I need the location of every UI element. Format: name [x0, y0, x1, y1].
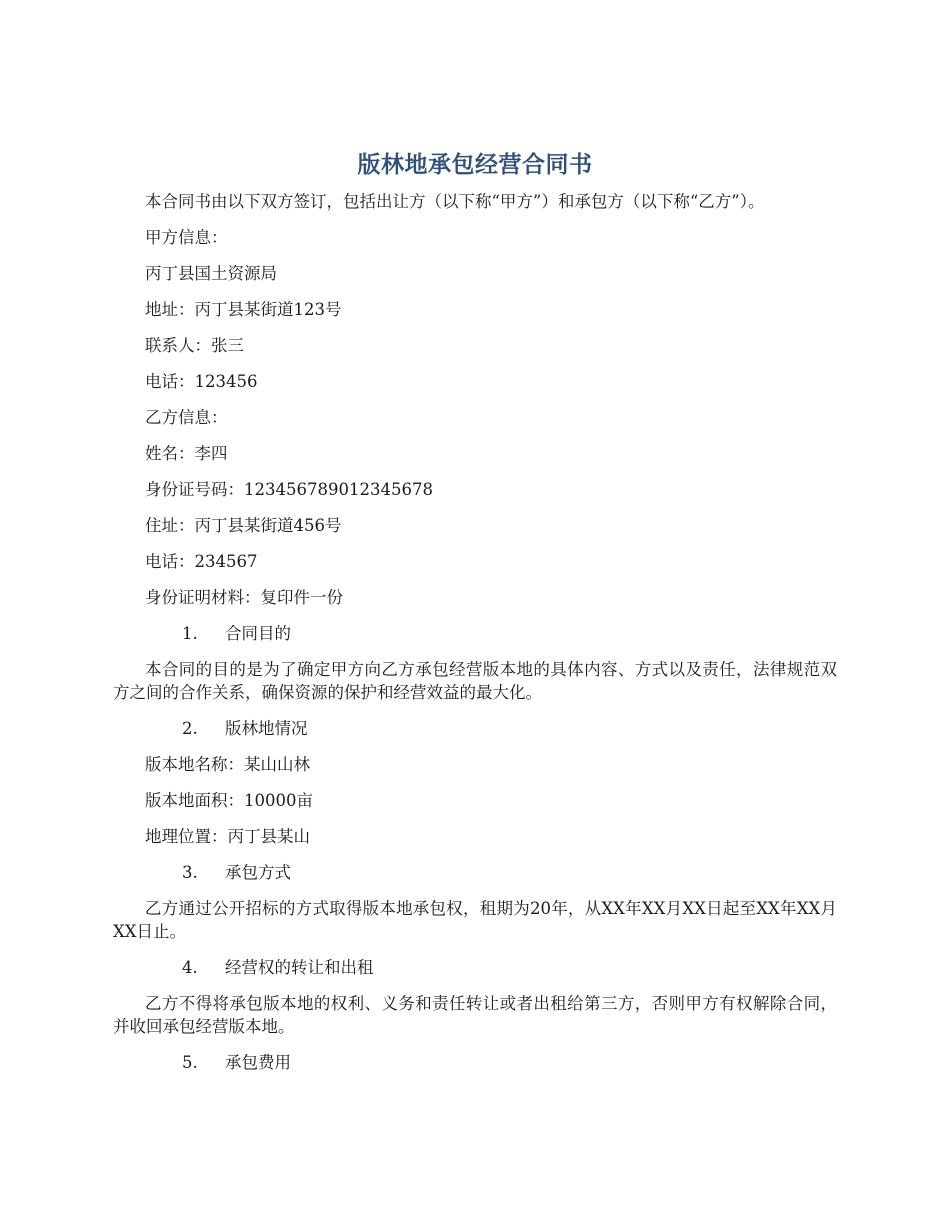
section-number: 2.	[182, 719, 198, 738]
section-number: 4.	[182, 958, 198, 977]
intro-paragraph: 本合同书由以下双方签订，包括出让方（以下称“甲方”）和承包方（以下称“乙方”）。	[145, 192, 765, 211]
section-body-1: 本合同的目的是为了确定甲方向乙方承包经营版本地的具体内容、方式以及责任，法律规范双方之间的合作关系，确保资源的保护和经营效益的最大化。	[113, 660, 837, 702]
section-number: 1.	[182, 624, 198, 643]
section-title: 版林地情况	[225, 719, 308, 738]
section-title: 经营权的转让和出租	[225, 958, 374, 977]
section-heading-2	[113, 717, 837, 740]
forest-location-field: 地理位置：丙丁县某山	[145, 827, 310, 846]
party-b-phone: 电话：234567	[145, 552, 258, 571]
section-number: 5.	[182, 1053, 198, 1072]
forest-area-field: 版本地面积：10000亩	[145, 791, 313, 810]
party-b-address: 住址：丙丁县某街道456号	[145, 516, 342, 535]
document-body	[113, 190, 837, 1087]
section-heading-4	[113, 956, 837, 979]
section-body-4: 乙方不得将承包版本地的权利、义务和责任转让或者出租给第三方，否则甲方有权解除合同，并收回承包经营版本地。	[113, 994, 837, 1036]
section-title: 承包方式	[225, 863, 291, 882]
section-body-3: 乙方通过公开招标的方式取得版本地承包权，租期为20年，从XX年XX月XX日起至XX年XX月XX日止。	[113, 899, 837, 941]
party-a-heading: 甲方信息：	[145, 228, 228, 247]
section-heading-3	[113, 861, 837, 884]
party-a-address: 地址：丙丁县某街道123号	[145, 300, 342, 319]
party-a-phone: 电话：123456	[145, 372, 258, 391]
party-a-name: 丙丁县国土资源局	[145, 264, 277, 283]
section-heading-5	[113, 1051, 837, 1074]
party-a-contact: 联系人：张三	[145, 336, 244, 355]
document-title: 版林地承包经营合同书	[357, 152, 593, 178]
forest-name-field: 版本地名称：某山山林	[145, 755, 310, 774]
party-b-name: 姓名：李四	[145, 444, 228, 463]
section-title: 合同目的	[225, 624, 291, 643]
party-b-id-material: 身份证明材料：复印件一份	[145, 588, 343, 607]
section-heading-1	[113, 622, 837, 645]
party-b-id-number: 身份证号码：123456789012345678	[145, 480, 433, 499]
party-b-heading: 乙方信息：	[145, 408, 228, 427]
section-title: 承包费用	[225, 1053, 291, 1072]
section-number: 3.	[182, 863, 198, 882]
